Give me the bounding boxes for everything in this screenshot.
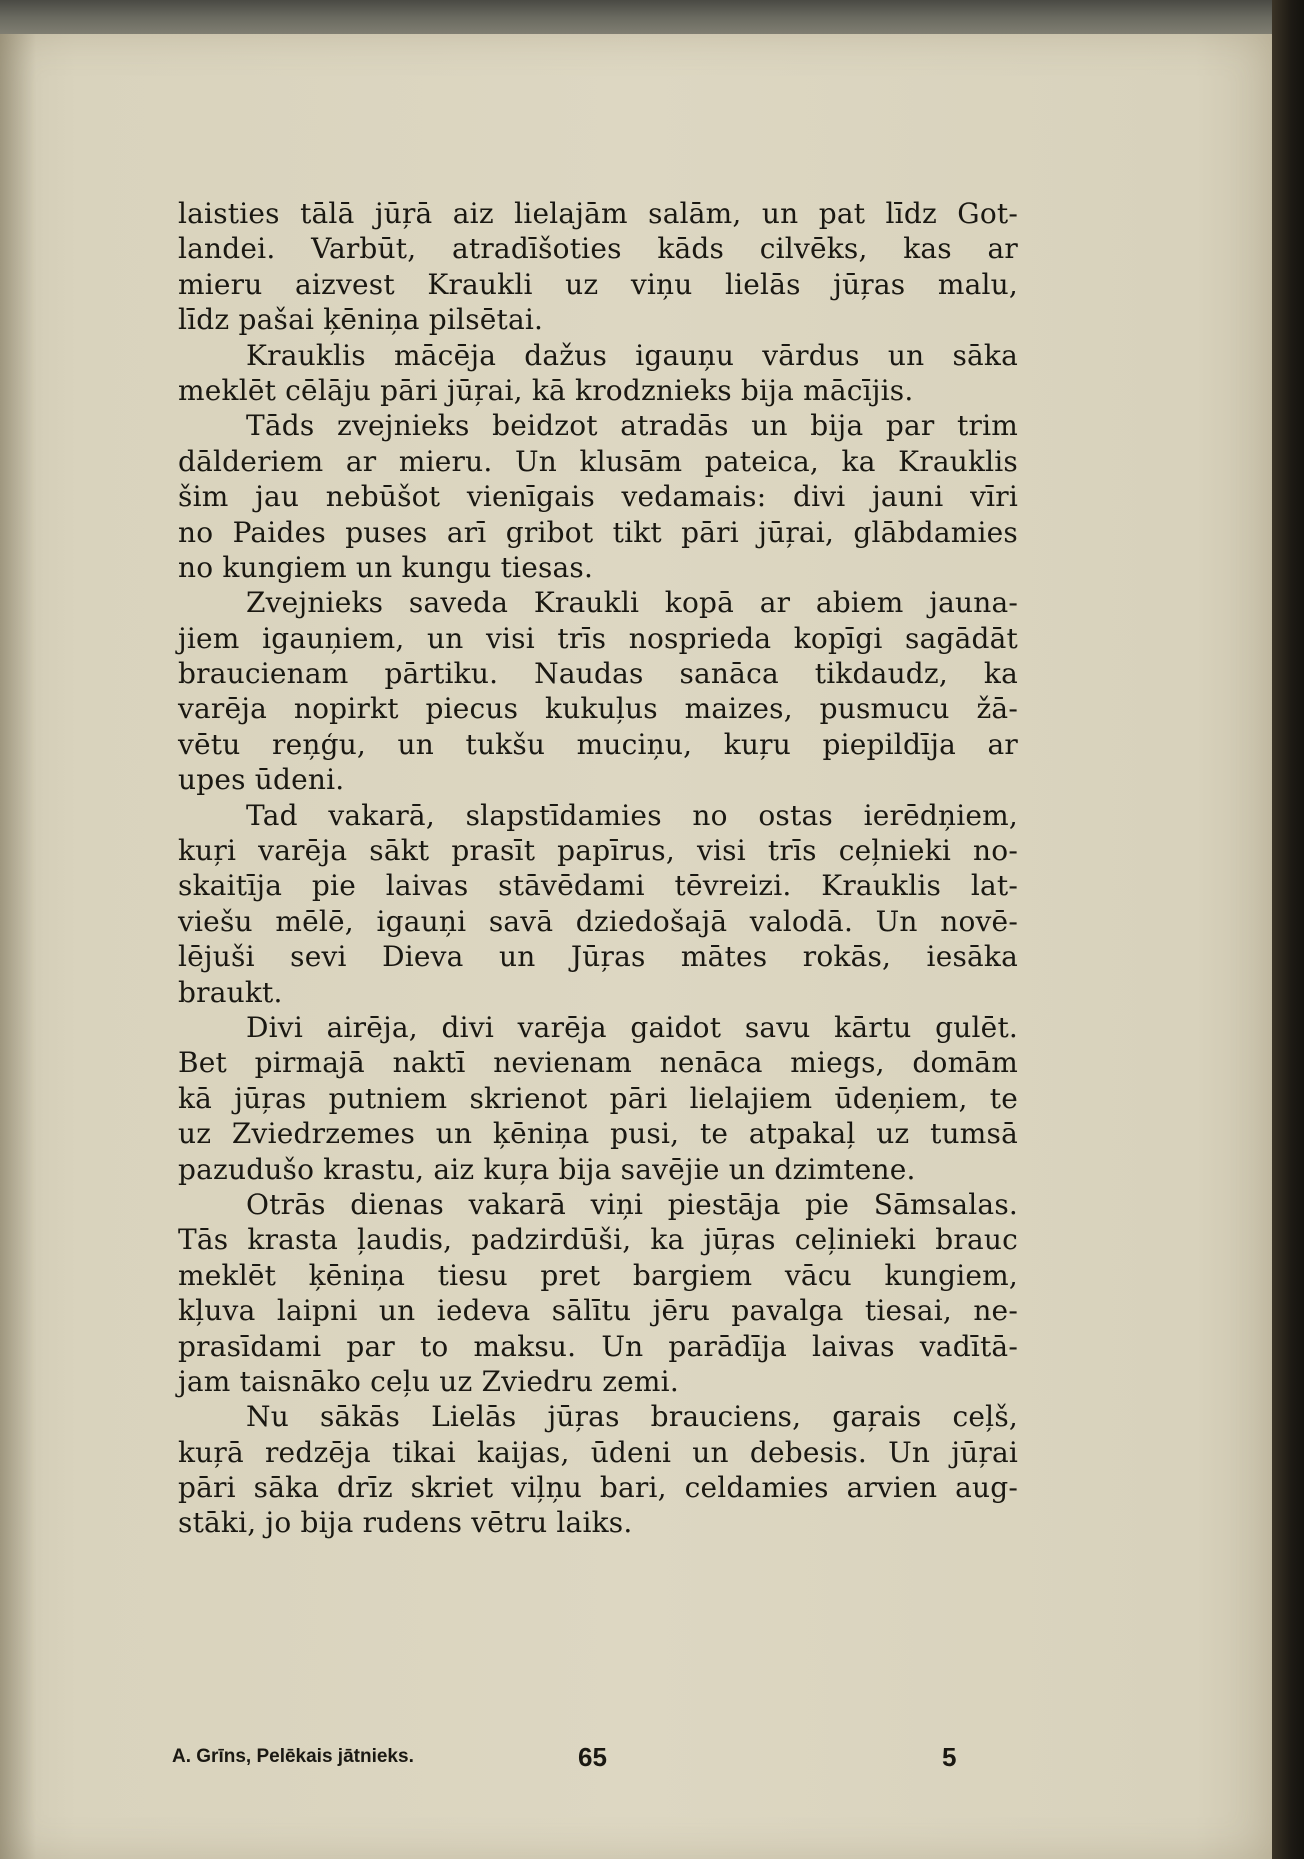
- text-line: pazudušo krastu, aiz kuŗa bija savējie un dzimtene.: [178, 1152, 916, 1186]
- footer-source: A. Grīns, Pelēkais jātnieks.: [172, 1746, 414, 1767]
- text-line: jam taisnāko ceļu uz Zviedru zemi.: [178, 1364, 679, 1398]
- text-line: kuŗā redzēja tikai kaijas, ūdeni un debesis. Un jūŗai: [178, 1435, 1018, 1469]
- gutter-shadow: [0, 34, 36, 1859]
- text-line: šim jau nebūšot vienīgais vedamais: divi jauni vīri: [178, 480, 1018, 514]
- book-right-edge: [1272, 0, 1304, 1859]
- body-text: [178, 196, 1018, 1541]
- text-line: Nu sākās Lielās jūŗas brauciens, gaŗais ceļš,: [246, 1400, 1018, 1434]
- text-line: kļuva laipni un iedeva sālītu jēru pavalga tiesai, ne-: [178, 1294, 1018, 1328]
- text-line: skaitīja pie laivas stāvēdami tēvreizi. Krauklis lat-: [178, 869, 1018, 903]
- text-line: meklēt cēlāju pāri jūŗai, kā krodznieks bija mācījis.: [178, 373, 914, 407]
- text-line: Divi airēja, divi varēja gaidot savu kārtu gulēt.: [246, 1010, 1018, 1044]
- text-line: braucienam pārtiku. Naudas sanāca tikdaudz, ka: [178, 657, 1018, 691]
- text-line: upes ūdeni.: [178, 763, 345, 797]
- text-line: Otrās dienas vakarā viņi piestāja pie Sāmsalas.: [246, 1187, 1018, 1221]
- text-line: Zvejnieks saveda Kraukli kopā ar abiem jauna-: [246, 586, 1018, 620]
- text-line: no kungiem un kungu tiesas.: [178, 550, 594, 584]
- signature-mark: 5: [942, 1742, 957, 1772]
- text-line: varēja nopirkt piecus kukuļus maizes, pusmucu žā-: [178, 692, 1018, 726]
- text-line: pāri sāka drīz skriet viļņu bari, celdamies arvien aug-: [178, 1471, 1018, 1505]
- text-line: laisties tālā jūŗā aiz lielajām salām, un pat līdz Got-: [178, 197, 1018, 230]
- text-line: Tās krasta ļaudis, padzirdūši, ka jūŗas ceļinieki brauc: [178, 1223, 1018, 1257]
- text-line: jiem igauņiem, un visi trīs nosprieda kopīgi sagādāt: [178, 621, 1018, 655]
- text-line: stāki, jo bija rudens vētru laiks.: [178, 1506, 633, 1540]
- text-line: lējuši sevi Dieva un Jūŗas mātes rokās, iesāka: [178, 940, 1018, 974]
- page-footer: [172, 1742, 1012, 1859]
- text-line: Krauklis mācēja dažus igauņu vārdus un sāka: [246, 338, 1018, 372]
- text-line: no Paides puses arī gribot tikt pāri jūŗai, glābdamies: [178, 515, 1018, 549]
- page-number: 65: [578, 1742, 607, 1772]
- text-line: landei. Varbūt, atradīšoties kāds cilvēks, kas ar: [178, 232, 1018, 266]
- text-line: mieru aizvest Kraukli uz viņu lielās jūŗas malu,: [178, 267, 1018, 301]
- text-line: Bet pirmajā naktī nevienam nenāca miegs, domām: [178, 1046, 1018, 1080]
- text-line: Tad vakarā, slapstīdamies no ostas ierēdņiem,: [246, 798, 1018, 832]
- text-line: kuŗi varēja sākt prasīt papīrus, visi trīs ceļnieki no-: [178, 834, 1018, 868]
- text-line: vētu reņģu, un tukšu muciņu, kuŗu piepildīja ar: [178, 727, 1018, 761]
- text-line: uz Zviedrzemes un ķēniņa pusi, te atpakaļ uz tumsā: [178, 1117, 1018, 1151]
- text-line: kā jūŗas putniem skrienot pāri lielajiem ūdeņiem, te: [178, 1081, 1018, 1115]
- text-line: meklēt ķēniņa tiesu pret bargiem vācu kungiem,: [178, 1258, 1018, 1292]
- text-line: dālderiem ar mieru. Un klusām pateica, ka Krauklis: [178, 444, 1018, 478]
- text-line: braukt.: [178, 975, 283, 1009]
- text-line: Tāds zvejnieks beidzot atradās un bija par trim: [246, 409, 1018, 443]
- text-line: līdz pašai ķēniņa pilsētai.: [178, 303, 544, 337]
- text-line: viešu mēlē, igauņi savā dziedošajā valodā. Un novē-: [178, 904, 1018, 938]
- text-line: prasīdami par to maksu. Un parādīja laivas vadītā-: [178, 1329, 1018, 1363]
